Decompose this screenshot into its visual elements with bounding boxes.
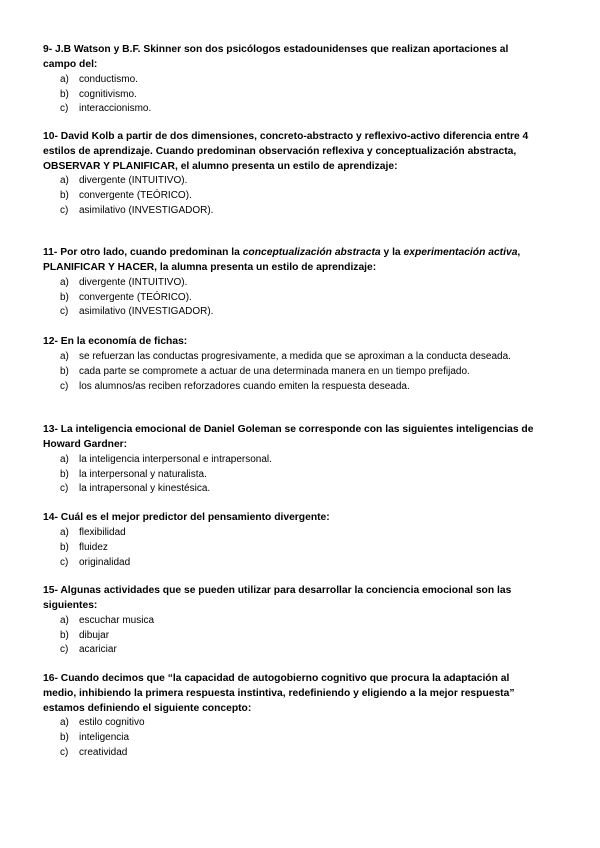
question-number: 10- [43, 131, 58, 142]
option-text: fluidez [79, 541, 108, 553]
question-text [43, 672, 543, 716]
option-text: asimilativo (INVESTIGADOR). [79, 205, 214, 217]
option-c [43, 102, 543, 117]
question-text [43, 511, 543, 526]
question-statement-part: y la [380, 247, 404, 258]
option-list [43, 174, 543, 219]
option-text: dibujar [79, 629, 110, 641]
option-label: c) [60, 644, 69, 656]
option-label: b) [60, 365, 69, 377]
option-label: c) [60, 747, 69, 759]
option-b [43, 468, 543, 483]
option-a [43, 174, 543, 189]
option-a [43, 276, 543, 291]
question-number: 12- [43, 336, 58, 347]
option-text: convergente (TEÓRICO). [79, 291, 192, 303]
option-list [43, 614, 543, 659]
question-statement-emphasis: experimentación activa [403, 247, 518, 258]
question-number: 13- [43, 424, 58, 435]
option-label: a) [60, 350, 69, 362]
option-b [43, 541, 543, 556]
question-number: 9- [43, 44, 53, 55]
question-9 [43, 43, 543, 117]
question-number: 16- [43, 673, 58, 684]
question-number: 14- [43, 512, 58, 523]
option-a [43, 350, 543, 365]
question-statement: J.B Watson y B.F. Skinner son dos psicólogos estadounidenses que realizan aportaciones al campo del: [43, 44, 509, 70]
option-c [43, 643, 543, 658]
option-label: c) [60, 380, 69, 392]
option-b [43, 189, 543, 204]
question-statement-emphasis: conceptualización abstracta [242, 247, 381, 258]
option-c [43, 746, 543, 761]
option-label: b) [60, 291, 69, 303]
option-text: los alumnos/as reciben reforzadores cuando emiten la respuesta deseada. [79, 380, 410, 392]
option-text: originalidad [79, 556, 131, 568]
option-label: a) [60, 276, 69, 288]
option-c [43, 482, 543, 497]
option-b [43, 88, 543, 103]
option-b [43, 629, 543, 644]
option-list [43, 526, 543, 571]
question-11 [43, 246, 543, 320]
question-number: 15- [43, 585, 58, 596]
option-label: b) [60, 88, 69, 100]
option-label: a) [60, 175, 69, 187]
question-text [43, 423, 543, 453]
option-c [43, 305, 543, 320]
option-text: interaccionismo. [79, 103, 152, 115]
option-text: inteligencia [79, 732, 130, 744]
option-label: a) [60, 614, 69, 626]
option-b [43, 291, 543, 306]
option-b [43, 365, 543, 380]
question-text [43, 335, 543, 350]
option-a [43, 614, 543, 629]
option-text: cada parte se compromete a actuar de una determinada manera en un tiempo prefijado. [79, 365, 470, 377]
option-c [43, 380, 543, 395]
question-12 [43, 335, 543, 395]
option-text: escuchar musica [79, 614, 155, 626]
option-label: c) [60, 556, 69, 568]
option-text: creatividad [79, 747, 128, 759]
option-label: a) [60, 526, 69, 538]
option-text: divergente (INTUITIVO). [79, 175, 188, 187]
option-a [43, 716, 543, 731]
option-label: a) [60, 453, 69, 465]
question-statement-part: Por otro lado, cuando predominan la [60, 247, 243, 258]
option-label: b) [60, 629, 69, 641]
option-label: a) [60, 73, 69, 85]
question-statement: Cuando decimos que “la capacidad de autogobierno cognitivo que procura la adaptación al medio, inhibiendo la primera respuesta instintiva, redefiniendo y eligiendo a la mejor respuesta” estamos definiendo el siguiente concepto: [43, 673, 515, 714]
option-label: b) [60, 468, 69, 480]
question-text [43, 130, 543, 174]
option-text: asimilativo (INVESTIGADOR). [79, 306, 214, 318]
question-statement: En la economía de fichas: [60, 336, 188, 347]
option-a [43, 73, 543, 88]
option-text: la interpersonal y naturalista. [79, 468, 207, 480]
question-14 [43, 511, 543, 571]
option-label: b) [60, 190, 69, 202]
option-text: conductismo. [79, 73, 138, 85]
option-list [43, 73, 543, 118]
question-10 [43, 130, 543, 219]
option-c [43, 204, 543, 219]
question-number: 11- [43, 247, 58, 258]
option-text: convergente (TEÓRICO). [79, 190, 192, 202]
option-list [43, 716, 543, 761]
question-statement: Cuál es el mejor predictor del pensamiento divergente: [60, 512, 330, 523]
option-c [43, 556, 543, 571]
question-13 [43, 423, 543, 497]
question-statement-part: , PLANIFICAR Y HACER, la alumna presenta un estilo de aprendizaje: [43, 247, 521, 273]
option-a [43, 453, 543, 468]
option-list [43, 276, 543, 321]
option-label: a) [60, 717, 69, 729]
option-text: cognitivismo. [79, 88, 137, 100]
option-text: estilo cognitivo [79, 717, 145, 729]
option-list [43, 453, 543, 498]
option-label: c) [60, 205, 69, 217]
question-statement: Algunas actividades que se pueden utilizar para desarrollar la conciencia emocional son las siguientes: [43, 585, 512, 611]
option-a [43, 526, 543, 541]
option-text: la intrapersonal y kinestésica. [79, 483, 211, 495]
option-text: acariciar [79, 644, 117, 656]
question-15 [43, 584, 543, 658]
question-text [43, 584, 543, 614]
question-text [43, 43, 543, 73]
option-label: c) [60, 483, 69, 495]
option-label: b) [60, 732, 69, 744]
option-list [43, 350, 543, 395]
option-b [43, 731, 543, 746]
question-statement: La inteligencia emocional de Daniel Goleman se corresponde con las siguientes inteligencias de Howard Gardner: [43, 424, 534, 450]
option-text: se refuerzan las conductas progresivamente, a medida que se aproximan a la conducta deseada. [79, 350, 511, 362]
question-16 [43, 672, 543, 761]
option-text: la inteligencia interpersonal e intrapersonal. [79, 453, 272, 465]
option-label: c) [60, 103, 69, 115]
option-label: b) [60, 541, 69, 553]
option-text: flexibilidad [79, 526, 126, 538]
question-statement: David Kolb a partir de dos dimensiones, concreto-abstracto y reflexivo-activo diferencia entre 4 estilos de aprendizaje. Cuando predominan observación reflexiva y conceptualización abstracta, OBSERVAR Y PLANIFICAR, el alumno presenta un estilo de aprendizaje: [43, 131, 529, 172]
option-label: c) [60, 306, 69, 318]
question-text [43, 246, 543, 276]
option-text: divergente (INTUITIVO). [79, 276, 188, 288]
